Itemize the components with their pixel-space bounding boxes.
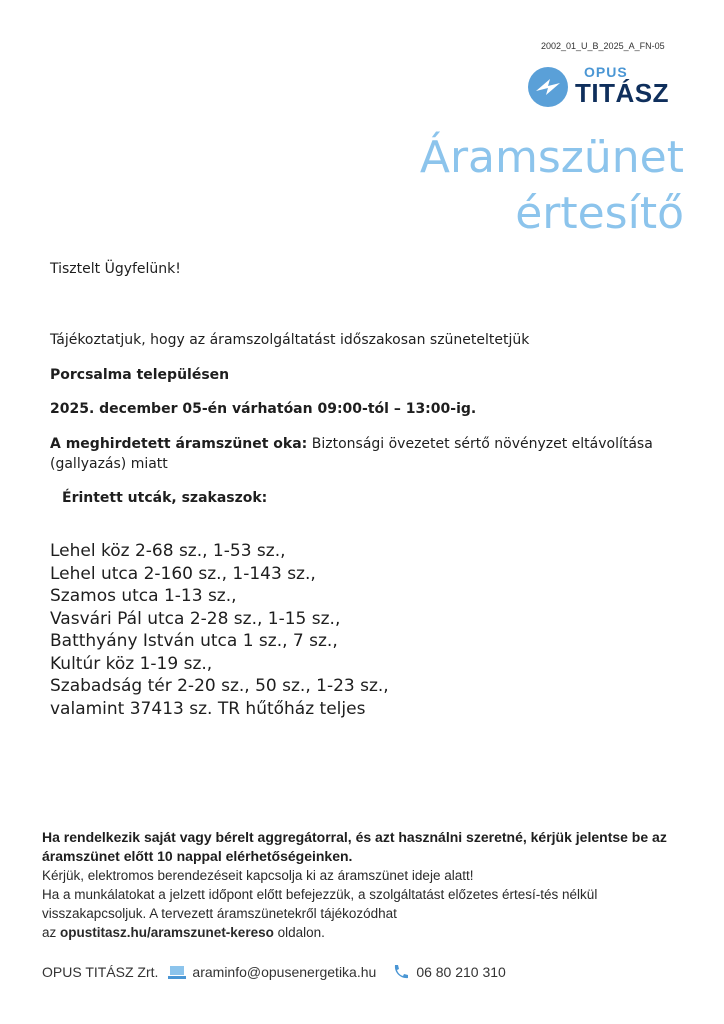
street-item: Lehel utca 2-160 sz., 1-143 sz.,: [50, 563, 316, 584]
notice-line3: [42, 923, 692, 942]
notice-line2: Ha a munkálatokat a jelzett időpont előtt befejezzük, a szolgáltatást előzetes értesí-tés nélkül visszakapcsoljuk. A tervezett áramszünetekről tájékozódhat: [42, 887, 598, 921]
outage-search-link[interactable]: opustitasz.hu/aramszunet-kereso: [60, 925, 274, 940]
cause-label: A meghirdetett áramszünet oka:: [50, 436, 308, 452]
street-item: Vasvári Pál utca 2-28 sz., 1-15 sz.,: [50, 608, 341, 629]
outage-datetime: 2025. december 05-én várhatóan 09:00-tól – 13:00-ig.: [50, 401, 477, 417]
street-item: Kultúr köz 1-19 sz.,: [50, 653, 213, 674]
footer-company: OPUS TITÁSZ Zrt.: [42, 964, 159, 980]
logo-opus-text: OPUS: [584, 64, 628, 80]
street-item: Szabadság tér 2-20 sz., 50 sz., 1-23 sz.,: [50, 676, 389, 696]
laptop-icon: [168, 964, 186, 980]
notice-line3-prefix: az: [42, 925, 57, 940]
opus-titasz-logo: [524, 64, 689, 110]
street-item: valamint 37413 sz. TR hűtőház teljes: [50, 698, 366, 719]
notice-block: [42, 828, 692, 942]
document-code: 2002_01_U_B_2025_A_FN-05: [541, 41, 665, 51]
streets-list: [50, 540, 389, 720]
notice-line1: Kérjük, elektromos berendezéseit kapcsolja ki az áramszünet ideje alatt!: [42, 868, 474, 883]
streets-heading: Érintett utcák, szakaszok:: [62, 490, 268, 506]
phone-icon: [392, 964, 410, 980]
notice-line3-suffix: oldalon.: [277, 925, 325, 940]
street-item: Szamos utca 1-13 sz.,: [50, 586, 237, 606]
page-title-line1: Áramszünet: [419, 132, 684, 183]
footer-phone[interactable]: 06 80 210 310: [416, 964, 506, 980]
intro-text: Tájékoztatjuk, hogy az áramszolgáltatást időszakosan szüneteltetjük: [50, 332, 530, 348]
lightning-logo-icon: [528, 67, 568, 107]
cause-text: Biztonsági övezetet sértő növényzet eltávolítása (gallyazás) miatt: [50, 436, 653, 472]
footer: [42, 964, 506, 980]
page-title-line2: értesítő: [515, 188, 684, 239]
street-item: Lehel köz 2-68 sz., 1-53 sz.,: [50, 541, 286, 561]
footer-email[interactable]: araminfo@opusenergetika.hu: [192, 964, 377, 980]
street-item: Batthyány István utca 1 sz., 7 sz.,: [50, 631, 338, 651]
location: Porcsalma településen: [50, 367, 230, 383]
greeting: Tisztelt Ügyfelünk!: [50, 261, 181, 277]
aggregator-notice: Ha rendelkezik saját vagy bérelt aggregátorral, és azt használni szeretné, kérjük jelentse be az áramszünet előtt 10 nappal elérhetőségeinken.: [42, 829, 667, 864]
logo-titasz-text: TITÁSZ: [575, 78, 669, 108]
outage-cause: [50, 434, 690, 474]
